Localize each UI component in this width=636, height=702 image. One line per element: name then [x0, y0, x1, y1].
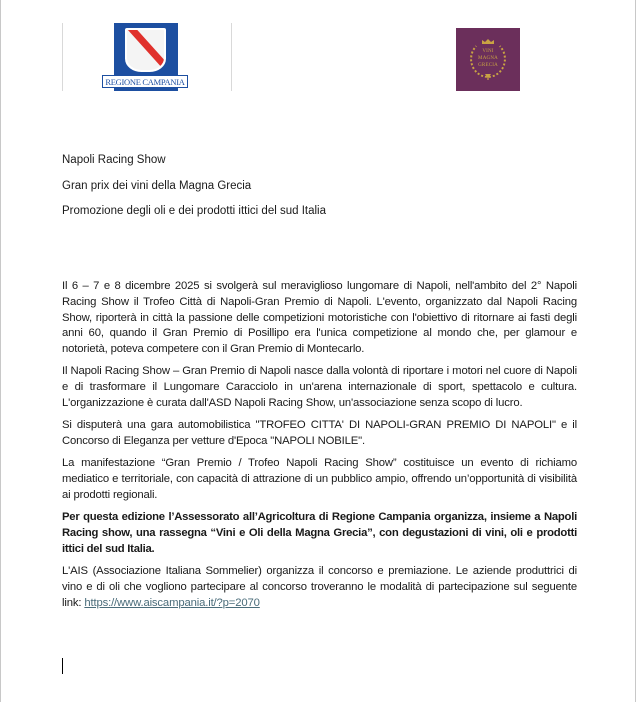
title-line: Gran prix dei vini della Magna Grecia	[62, 179, 252, 192]
paragraph: Il 6 – 7 e 8 dicembre 2025 si svolgerà sul meraviglioso lungomare di Napoli, nell'ambito del 2° Napoli Racing Show il Trofeo Città di Napoli-Gran Premio di Napoli. L'evento, organizzato dal Napoli Racing Show, riporterà in città la passione delle competizioni motoristiche con l'obiettivo di ritornare ai fasti degli anni 60, quando il Gran Premio di Posillipo era l'unica competizione al mondo che, per glamour e notorietà, poteva competere con il Gran Premio di Montecarlo.	[62, 280, 577, 356]
title-line: Napoli Racing Show	[62, 154, 166, 166]
logo-text-line: GRECIA	[478, 63, 498, 68]
paragraph-ais	[62, 564, 577, 611]
logo-text-line: MAGNA	[478, 56, 498, 61]
paragraph: La manifestazione “Gran Premio / Trofeo Napoli Racing Show” costituisce un evento di richiamo mediatico e territoriale, con capacità di attrazione di un pubblico ampio, offrendo un’opportunità di visibilità ai prodotti regionali.	[62, 457, 577, 502]
regione-campania-label: REGIONE CAMPANIA	[102, 75, 188, 88]
paragraph-bold: Per questa edizione l’Assessorato all’Agricoltura di Regione Campania organizza, insieme a Napoli Racing show, una rassegna “Vini e Oli della Magna Grecia”, con degustazioni di vini, oli e prodotti ittici del sud Italia.	[62, 511, 577, 555]
paragraph: Si disputerà una gara automobilistica "TROFEO CITTA' DI NAPOLI-GRAN PREMIO DI NAPOLI" e il Concorso di Eleganza per vetture d'Epoca "NAPOLI NOBILE".	[62, 419, 577, 448]
logo-text-line: VINI	[482, 49, 494, 54]
title-line: Promozione degli oli e dei prodotti ittici del sud Italia	[62, 205, 327, 217]
regione-campania-logo	[105, 23, 185, 91]
document-body	[62, 279, 577, 618]
text-cursor	[62, 658, 63, 674]
paragraph: Il Napoli Racing Show – Gran Premio di Napoli nasce dalla volontà di riportare i motori nel cuore di Napoli e di trasformare il Lungomare Caracciolo in un'arena internazionale di sport, spettacolo e cultura. L'organizzazione è curata dall'ASD Napoli Racing Show, un'associazione senza scopo di lucro.	[62, 365, 577, 410]
vini-magna-grecia-logo	[456, 28, 520, 91]
document-titles	[62, 153, 582, 230]
coat-of-arms-icon	[125, 28, 166, 72]
ais-campania-link[interactable]: https://www.aiscampania.it/?p=2070	[84, 596, 260, 609]
paragraph-ais-text: L'AIS (Associazione Italiana Sommelier) organizza il concorso e premiazione. Le aziende produttrici di vino e di oli che vogliono partecipare al concorso troveranno le modalità di partecipazione sul seguente link:	[62, 565, 577, 609]
